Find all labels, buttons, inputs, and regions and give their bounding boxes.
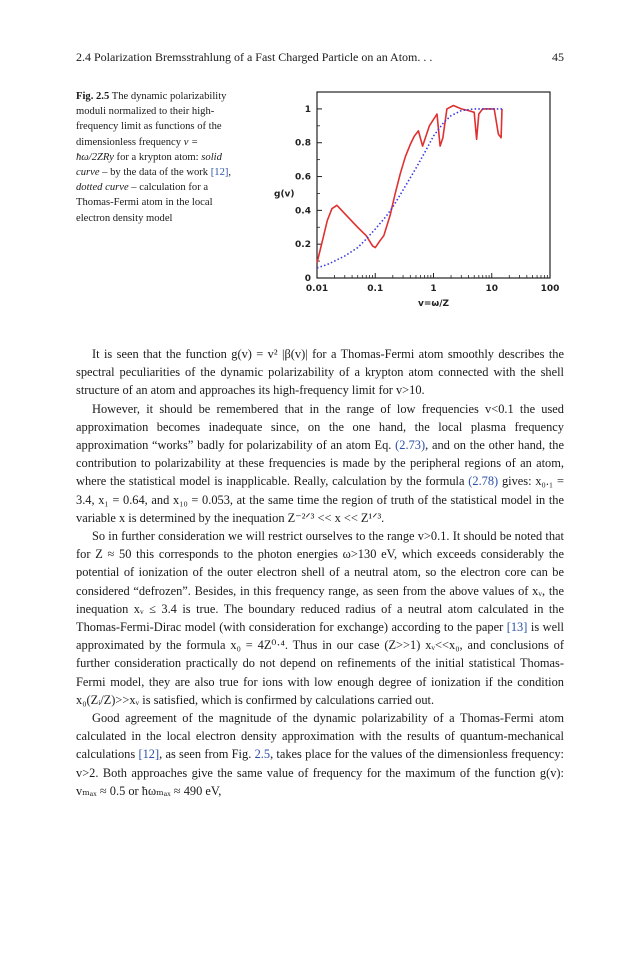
x-tick-label: 0.1	[367, 284, 384, 294]
paragraph-1: It is seen that the function g(v) = v² |β(v)| for a Thomas-Fermi atom smoothly describes the spectral peculiarities of the dynamic polarizability of a krypton atom connected with the shell structure of an atom and approaches its high-frequency limit for v>10.	[76, 347, 564, 398]
caption-text-5: – calculation for a Thomas-Fermi atom in the local electron density model	[76, 182, 213, 224]
figure-label: Fig. 2.5	[76, 91, 110, 102]
solid-curve-krypton	[317, 106, 502, 263]
paragraph-3-text-a: So in further consideration we will restrict ourselves to the range v>0.1. It should be noted that for Z ≈ 50 this corresponds to the photon energies ω>130 eV, which exceeds considerably the potential of ionization of the outer electron shell of a neutral atom, so the electron core can be considered “defrozen”. Besides, in this frequency range, as seen from the above values of xᵥ, the inequation xᵥ ≤ 3.4 is true. The boundary reduced radius of a neutral atom calculated in the Thomas-Fermi-Dirac model (with consideration for exchange) according to the paper	[76, 529, 564, 635]
paragraph-3-text-b: is well approximated by the formula x₀ = 4Z⁰·⁴. Thus in our case (Z>>1) xᵥ<<x₀, and conclusions of further consideration practically do not depend on refinements of the initial statistical Thomas-Fermi model, they are also true for ions with low enough degree of ionization if the condition x₀(Zᵢ/Z)>>xᵥ is satisfied, which is confirmed by calculations carried out.	[76, 620, 564, 707]
paragraph-4	[76, 709, 564, 800]
y-tick-label: 0.6	[295, 172, 311, 183]
running-title: 2.4 Polarization Bremsstrahlung of a Fast Charged Particle on an Atom. . .	[76, 50, 433, 64]
paragraph-2-text-a: However, it should be remembered that in the range of low frequencies v<0.1 the used approximation becomes inadequate since, on the one hand, the local plasma frequency approximation “works” badly for polarizability of an atom Eq.	[76, 401, 564, 453]
fig-2-5-link[interactable]: 2.5	[254, 747, 271, 762]
paragraph-2	[76, 400, 564, 527]
x-tick-label: 1	[430, 284, 437, 294]
eq-ref-2-73[interactable]: (2.73)	[395, 438, 426, 453]
ref-13-link[interactable]: [13]	[506, 620, 528, 635]
paragraph-3	[76, 527, 564, 709]
y-axis-label: g(v)	[274, 189, 295, 200]
ref-12-link[interactable]: [12]	[138, 747, 160, 762]
paragraph-2-text-c: gives: x₀.₁ = 3.4, x₁ = 0.64, and x₁₀ = 0.053, at the same time the region of truth of the statistical model in the variable x is determined by the inequation Z⁻²ᐟ³ << x << Z¹ᐟ³.	[76, 474, 565, 525]
figure-caption	[76, 89, 234, 226]
y-tick-label: 1	[304, 104, 311, 115]
caption-text-3: – by the data of the work	[99, 167, 211, 179]
y-tick-label: 0.8	[295, 138, 311, 149]
x-tick-label: 100	[540, 284, 560, 294]
body-text	[76, 345, 564, 800]
polarizability-chart	[272, 86, 562, 308]
y-tick-label: 0.2	[295, 240, 311, 251]
page-number: 45	[552, 50, 564, 64]
caption-dotted: dotted curve	[76, 182, 129, 194]
caption-variable: v = ħω/2ZRy	[76, 136, 199, 163]
caption-text-4: ,	[228, 167, 232, 179]
caption-text-2: for a krypton atom:	[113, 151, 202, 163]
y-tick-label: 0	[304, 274, 311, 284]
paragraph-4-text-b: , as seen from Fig.	[159, 747, 255, 762]
caption-ref-link[interactable]: [12]	[210, 167, 229, 179]
x-tick-label: 10	[485, 284, 499, 294]
dotted-curve-thomas-fermi	[317, 109, 502, 268]
paragraph-2-text-b: , and on the other hand, the contribution to polarizability at these frequencies is made by the peripheral regions of an atom, where the statistical model is inapplicable. Really, calculation by the formula	[76, 438, 564, 489]
x-axis-label: v=ω/Z	[417, 299, 450, 308]
caption-solid: solid curve	[76, 151, 222, 179]
caption-text-1: The dynamic polarizability moduli normalized to their high-frequency limit as functions of the dimensionless frequency	[76, 91, 227, 148]
x-tick-label: 0.01	[305, 284, 329, 294]
paragraph-4-text-a: Good agreement of the magnitude of the dynamic polarizability of a Thomas-Fermi atom calculated in the local electron density approximation with the results of quantum-mechanical calculations	[76, 711, 564, 762]
eq-ref-2-78[interactable]: (2.78)	[468, 474, 499, 489]
y-tick-label: 0.4	[295, 206, 311, 217]
paragraph-4-text-c: , takes place for the values of the dimensionless frequency: v>2. Both approaches give the same value of frequency for the maximum of the function g(v): vₘₐₓ ≈ 0.5 or ħωₘₐₓ ≈ 490 eV,	[76, 747, 564, 798]
